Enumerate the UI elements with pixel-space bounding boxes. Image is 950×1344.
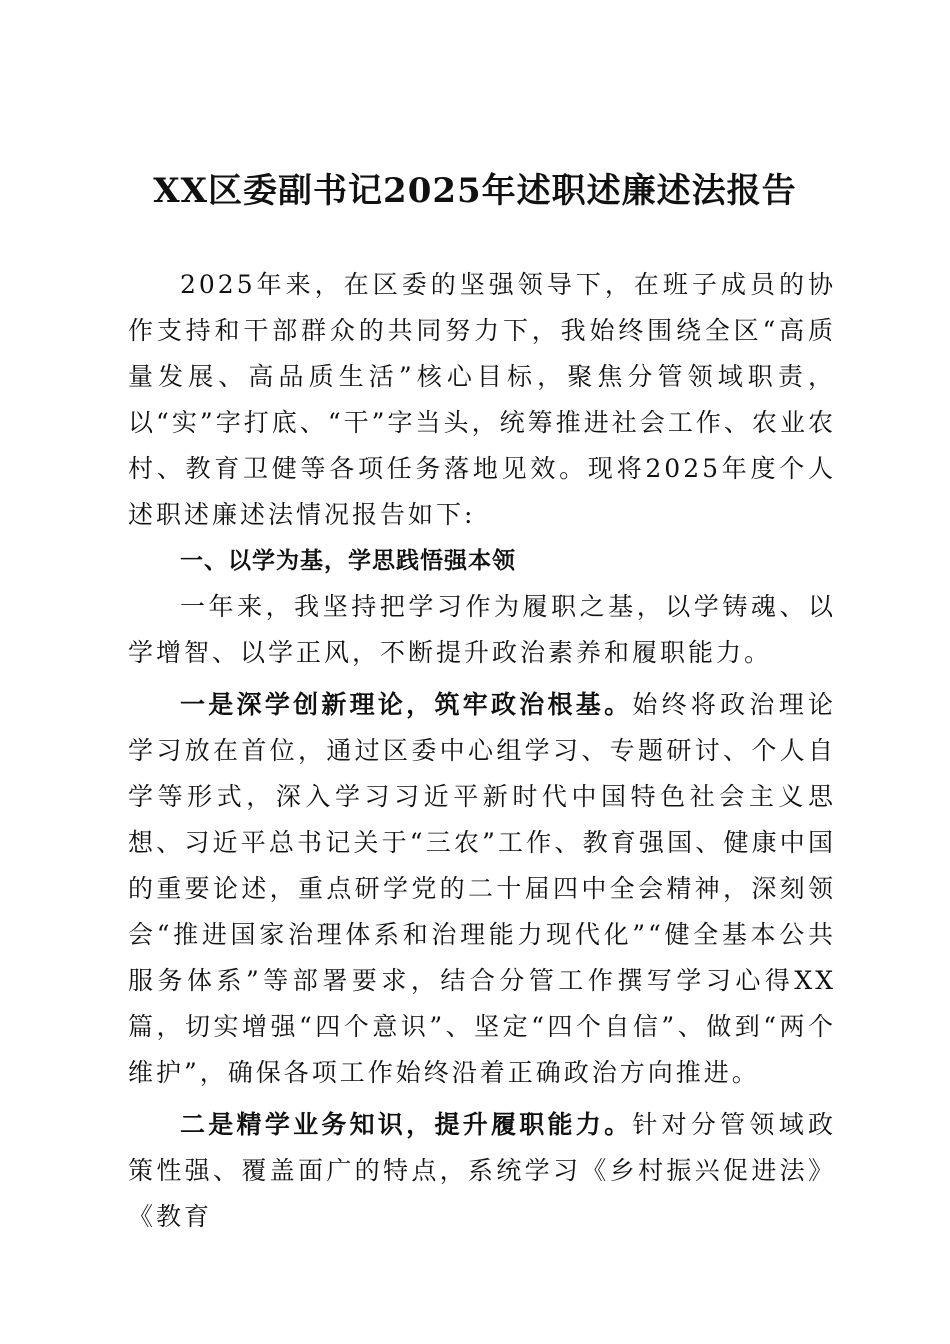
item-lead-2: 二是精学业务知识，提升履职能力。 (180, 1110, 633, 1139)
item-text-1: 始终将政治理论学习放在首位，通过区委中心组学习、专题研讨、个人自学等形式，深入学习习近平新时代中国特色社会主义思想、习近平总书记关于“三农”工作、教育强国、健康中国的重要论述，重点研学党的二十届四中全会精神，深刻领会“推进国家治理体系和治理能力现代化”“健全基本公共服务体系”等部署要求，结合分管工作撰写学习心得XX篇，切实增强“四个意识”、坚定“四个自信”、做到“两个维护”，确保各项工作始终沿着正确政治方向推进。 (128, 690, 836, 1087)
document-body (128, 262, 836, 1240)
item-lead-1: 一是深学创新理论，筑牢政治根基。 (180, 690, 633, 719)
section-summary-paragraph: 一年来，我坚持把学习作为履职之基，以学铸魂、以学增智、以学正风，不断提升政治素养和履职能力。 (128, 592, 836, 667)
document-title: XX区委副书记2025年述职述廉述法报告 (153, 171, 797, 211)
intro-paragraph: 2025年来，在区委的坚强领导下，在班子成员的协作支持和干部群众的共同努力下，我始终围绕全区“高质量发展、高品质生活”核心目标，聚焦分管领域职责，以“实”字打底、“干”字当头，统筹推进社会工作、农业农村、教育卫健等各项任务落地见效。现将2025年度个人述职述廉述法情况报告如下: (128, 270, 836, 529)
item-text-2: 针对分管领域政策性强、覆盖面广的特点，系统学习《乡村振兴促进法》《教育 (128, 1110, 836, 1231)
item-paragraph-1 (128, 682, 836, 1096)
item-paragraph-2 (128, 1102, 836, 1240)
section-heading-1: 一、以学为基，学思践悟强本领 (180, 548, 516, 574)
